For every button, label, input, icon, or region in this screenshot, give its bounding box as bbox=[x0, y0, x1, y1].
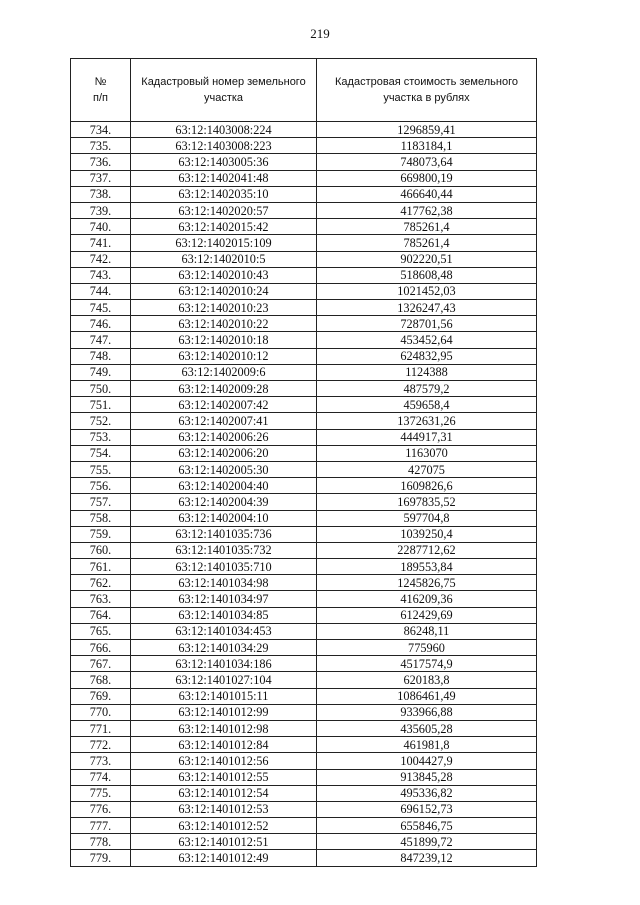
table-row bbox=[71, 429, 537, 445]
row-number-cell: 753. bbox=[71, 429, 131, 445]
table-row bbox=[71, 834, 537, 850]
row-number-cell: 763. bbox=[71, 591, 131, 607]
cadastral-value-cell: 748073,64 bbox=[317, 154, 537, 170]
cadastral-value-cell: 1086461,49 bbox=[317, 688, 537, 704]
table-row bbox=[71, 170, 537, 186]
cadastral-number-cell: 63:12:1403005:36 bbox=[131, 154, 317, 170]
row-number-cell: 760. bbox=[71, 542, 131, 558]
cadastral-value-cell: 495336,82 bbox=[317, 785, 537, 801]
cadastral-number-cell: 63:12:1402010:18 bbox=[131, 332, 317, 348]
cadastral-value-cell: 466640,44 bbox=[317, 186, 537, 202]
cadastral-value-cell: 1697835,52 bbox=[317, 494, 537, 510]
cadastral-value-cell: 1004427,9 bbox=[317, 753, 537, 769]
table-row bbox=[71, 202, 537, 218]
table-row bbox=[71, 769, 537, 785]
row-number-cell: 766. bbox=[71, 640, 131, 656]
cadastral-number-cell: 63:12:1402009:28 bbox=[131, 381, 317, 397]
cadastral-number-cell: 63:12:1403008:224 bbox=[131, 122, 317, 138]
row-number-cell: 736. bbox=[71, 154, 131, 170]
row-number-cell: 774. bbox=[71, 769, 131, 785]
cadastral-number-cell: 63:12:1401034:453 bbox=[131, 623, 317, 639]
row-number-cell: 745. bbox=[71, 300, 131, 316]
row-number-cell: 754. bbox=[71, 445, 131, 461]
cadastral-number-cell: 63:12:1401012:56 bbox=[131, 753, 317, 769]
row-number-cell: 769. bbox=[71, 688, 131, 704]
table-row bbox=[71, 607, 537, 623]
cadastral-value-cell: 189553,84 bbox=[317, 559, 537, 575]
table-body bbox=[71, 122, 537, 867]
cadastral-value-cell: 417762,38 bbox=[317, 202, 537, 218]
table-row bbox=[71, 510, 537, 526]
table-row bbox=[71, 154, 537, 170]
cadastral-number-cell: 63:12:1402035:10 bbox=[131, 186, 317, 202]
cadastral-value-cell: 1372631,26 bbox=[317, 413, 537, 429]
row-number-cell: 748. bbox=[71, 348, 131, 364]
cadastral-value-cell: 1039250,4 bbox=[317, 526, 537, 542]
row-number-cell: 768. bbox=[71, 672, 131, 688]
table-row bbox=[71, 445, 537, 461]
cadastral-value-cell: 1021452,03 bbox=[317, 283, 537, 299]
cadastral-value-cell: 4517574,9 bbox=[317, 656, 537, 672]
cadastral-number-cell: 63:12:1402006:26 bbox=[131, 429, 317, 445]
cadastral-number-cell: 63:12:1402010:24 bbox=[131, 283, 317, 299]
cadastral-number-cell: 63:12:1402004:10 bbox=[131, 510, 317, 526]
cadastral-value-cell: 1296859,41 bbox=[317, 122, 537, 138]
table-row bbox=[71, 623, 537, 639]
row-number-cell: 773. bbox=[71, 753, 131, 769]
row-number-cell: 776. bbox=[71, 801, 131, 817]
row-number-cell: 758. bbox=[71, 510, 131, 526]
row-number-cell: 737. bbox=[71, 170, 131, 186]
cadastral-value-cell: 451899,72 bbox=[317, 834, 537, 850]
cadastral-value-cell: 1163070 bbox=[317, 445, 537, 461]
table-row bbox=[71, 559, 537, 575]
row-number-cell: 749. bbox=[71, 364, 131, 380]
cadastral-number-cell: 63:12:1401012:84 bbox=[131, 737, 317, 753]
cadastral-value-cell: 913845,28 bbox=[317, 769, 537, 785]
table-row bbox=[71, 122, 537, 138]
cadastral-value-cell: 597704,8 bbox=[317, 510, 537, 526]
row-number-cell: 765. bbox=[71, 623, 131, 639]
table-row bbox=[71, 753, 537, 769]
row-number-cell: 759. bbox=[71, 526, 131, 542]
table-row bbox=[71, 542, 537, 558]
cadastral-number-cell: 63:12:1401012:54 bbox=[131, 785, 317, 801]
row-number-cell: 762. bbox=[71, 575, 131, 591]
row-number-cell: 770. bbox=[71, 704, 131, 720]
cadastral-number-cell: 63:12:1402010:43 bbox=[131, 267, 317, 283]
row-number-cell: 740. bbox=[71, 219, 131, 235]
header-row-number bbox=[71, 59, 131, 122]
cadastral-value-cell: 612429,69 bbox=[317, 607, 537, 623]
table-row bbox=[71, 688, 537, 704]
cadastral-number-cell: 63:12:1402006:20 bbox=[131, 445, 317, 461]
cadastral-number-cell: 63:12:1402020:57 bbox=[131, 202, 317, 218]
cadastral-value-cell: 1609826,6 bbox=[317, 478, 537, 494]
cadastral-number-cell: 63:12:1402007:42 bbox=[131, 397, 317, 413]
table-row bbox=[71, 720, 537, 736]
page-number: 219 bbox=[310, 26, 330, 41]
cadastral-value-cell: 728701,56 bbox=[317, 316, 537, 332]
row-number-cell: 779. bbox=[71, 850, 131, 866]
row-number-cell: 738. bbox=[71, 186, 131, 202]
table-row bbox=[71, 640, 537, 656]
table-row bbox=[71, 186, 537, 202]
cadastral-number-cell: 63:12:1402005:30 bbox=[131, 461, 317, 477]
cadastral-value-cell: 655846,75 bbox=[317, 818, 537, 834]
table-row bbox=[71, 397, 537, 413]
cadastral-number-cell: 63:12:1402007:41 bbox=[131, 413, 317, 429]
table-row bbox=[71, 348, 537, 364]
table-row bbox=[71, 316, 537, 332]
cadastral-number-cell: 63:12:1401015:11 bbox=[131, 688, 317, 704]
table-row bbox=[71, 364, 537, 380]
cadastral-number-cell: 63:12:1403008:223 bbox=[131, 138, 317, 154]
cadastral-number-cell: 63:12:1401012:99 bbox=[131, 704, 317, 720]
cadastral-value-cell: 444917,31 bbox=[317, 429, 537, 445]
table-row bbox=[71, 461, 537, 477]
row-number-cell: 746. bbox=[71, 316, 131, 332]
row-number-cell: 775. bbox=[71, 785, 131, 801]
table-row bbox=[71, 526, 537, 542]
row-number-cell: 757. bbox=[71, 494, 131, 510]
table-row bbox=[71, 219, 537, 235]
cadastral-number-cell: 63:12:1401035:710 bbox=[131, 559, 317, 575]
cadastral-value-cell: 2287712,62 bbox=[317, 542, 537, 558]
cadastral-value-cell: 487579,2 bbox=[317, 381, 537, 397]
cadastral-value-cell: 416209,36 bbox=[317, 591, 537, 607]
cadastral-value-cell: 669800,19 bbox=[317, 170, 537, 186]
row-number-cell: 764. bbox=[71, 607, 131, 623]
row-number-cell: 741. bbox=[71, 235, 131, 251]
cadastral-value-cell: 1183184,1 bbox=[317, 138, 537, 154]
cadastral-number-cell: 63:12:1401012:49 bbox=[131, 850, 317, 866]
table-row bbox=[71, 267, 537, 283]
cadastral-value-cell: 461981,8 bbox=[317, 737, 537, 753]
row-number-cell: 750. bbox=[71, 381, 131, 397]
cadastral-value-table bbox=[70, 58, 537, 867]
cadastral-value-cell: 775960 bbox=[317, 640, 537, 656]
cadastral-value-cell: 933966,88 bbox=[317, 704, 537, 720]
row-number-cell: 744. bbox=[71, 283, 131, 299]
table-row bbox=[71, 494, 537, 510]
cadastral-value-cell: 1124388 bbox=[317, 364, 537, 380]
cadastral-value-cell: 624832,95 bbox=[317, 348, 537, 364]
cadastral-number-cell: 63:12:1401012:53 bbox=[131, 801, 317, 817]
cadastral-number-cell: 63:12:1401012:52 bbox=[131, 818, 317, 834]
cadastral-value-cell: 435605,28 bbox=[317, 720, 537, 736]
cadastral-number-cell: 63:12:1401034:97 bbox=[131, 591, 317, 607]
cadastral-value-cell: 86248,11 bbox=[317, 623, 537, 639]
cadastral-value-cell: 459658,4 bbox=[317, 397, 537, 413]
row-number-cell: 756. bbox=[71, 478, 131, 494]
cadastral-number-cell: 63:12:1402010:23 bbox=[131, 300, 317, 316]
cadastral-number-cell: 63:12:1401012:55 bbox=[131, 769, 317, 785]
header-number-sign: № bbox=[94, 76, 107, 88]
row-number-cell: 743. bbox=[71, 267, 131, 283]
cadastral-number-cell: 63:12:1402010:22 bbox=[131, 316, 317, 332]
header-number-abbrev: п/п bbox=[93, 92, 108, 104]
table-row bbox=[71, 591, 537, 607]
cadastral-number-cell: 63:12:1401012:51 bbox=[131, 834, 317, 850]
cadastral-number-cell: 63:12:1401035:732 bbox=[131, 542, 317, 558]
row-number-cell: 761. bbox=[71, 559, 131, 575]
row-number-cell: 777. bbox=[71, 818, 131, 834]
table-row bbox=[71, 413, 537, 429]
table-row bbox=[71, 656, 537, 672]
row-number-cell: 751. bbox=[71, 397, 131, 413]
table-row bbox=[71, 785, 537, 801]
table-row bbox=[71, 818, 537, 834]
cadastral-value-cell: 518608,48 bbox=[317, 267, 537, 283]
cadastral-number-cell: 63:12:1401034:85 bbox=[131, 607, 317, 623]
row-number-cell: 752. bbox=[71, 413, 131, 429]
cadastral-number-cell: 63:12:1402009:6 bbox=[131, 364, 317, 380]
table-row bbox=[71, 138, 537, 154]
row-number-cell: 742. bbox=[71, 251, 131, 267]
table-row bbox=[71, 704, 537, 720]
table-row bbox=[71, 575, 537, 591]
cadastral-number-cell: 63:12:1401035:736 bbox=[131, 526, 317, 542]
row-number-cell: 734. bbox=[71, 122, 131, 138]
cadastral-number-cell: 63:12:1401012:98 bbox=[131, 720, 317, 736]
cadastral-value-cell: 453452,64 bbox=[317, 332, 537, 348]
table-row bbox=[71, 850, 537, 866]
table-row bbox=[71, 672, 537, 688]
row-number-cell: 747. bbox=[71, 332, 131, 348]
cadastral-number-cell: 63:12:1402010:5 bbox=[131, 251, 317, 267]
cadastral-value-cell: 902220,51 bbox=[317, 251, 537, 267]
table-row bbox=[71, 283, 537, 299]
table-row bbox=[71, 300, 537, 316]
cadastral-value-cell: 847239,12 bbox=[317, 850, 537, 866]
cadastral-value-cell: 1245826,75 bbox=[317, 575, 537, 591]
row-number-cell: 755. bbox=[71, 461, 131, 477]
cadastral-number-cell: 63:12:1402041:48 bbox=[131, 170, 317, 186]
table-header-row bbox=[71, 59, 537, 122]
cadastral-number-cell: 63:12:1402010:12 bbox=[131, 348, 317, 364]
table-row bbox=[71, 251, 537, 267]
cadastral-number-cell: 63:12:1401034:98 bbox=[131, 575, 317, 591]
cadastral-number-cell: 63:12:1402015:109 bbox=[131, 235, 317, 251]
table-row bbox=[71, 737, 537, 753]
cadastral-number-cell: 63:12:1401027:104 bbox=[131, 672, 317, 688]
row-number-cell: 735. bbox=[71, 138, 131, 154]
row-number-cell: 739. bbox=[71, 202, 131, 218]
cadastral-value-cell: 1326247,43 bbox=[317, 300, 537, 316]
table-row bbox=[71, 235, 537, 251]
table-row bbox=[71, 478, 537, 494]
cadastral-value-cell: 427075 bbox=[317, 461, 537, 477]
header-cadastral-number: Кадастровый номер земельного участка bbox=[131, 59, 317, 122]
table-row bbox=[71, 381, 537, 397]
cadastral-number-cell: 63:12:1401034:29 bbox=[131, 640, 317, 656]
cadastral-value-cell: 785261,4 bbox=[317, 219, 537, 235]
row-number-cell: 772. bbox=[71, 737, 131, 753]
row-number-cell: 767. bbox=[71, 656, 131, 672]
cadastral-value-cell: 785261,4 bbox=[317, 235, 537, 251]
cadastral-number-cell: 63:12:1401034:186 bbox=[131, 656, 317, 672]
row-number-cell: 778. bbox=[71, 834, 131, 850]
cadastral-number-cell: 63:12:1402015:42 bbox=[131, 219, 317, 235]
table-row bbox=[71, 332, 537, 348]
cadastral-number-cell: 63:12:1402004:39 bbox=[131, 494, 317, 510]
row-number-cell: 771. bbox=[71, 720, 131, 736]
header-cadastral-value: Кадастровая стоимость земельного участка в рублях bbox=[317, 59, 537, 122]
table-row bbox=[71, 801, 537, 817]
cadastral-number-cell: 63:12:1402004:40 bbox=[131, 478, 317, 494]
cadastral-value-cell: 620183,8 bbox=[317, 672, 537, 688]
cadastral-value-cell: 696152,73 bbox=[317, 801, 537, 817]
